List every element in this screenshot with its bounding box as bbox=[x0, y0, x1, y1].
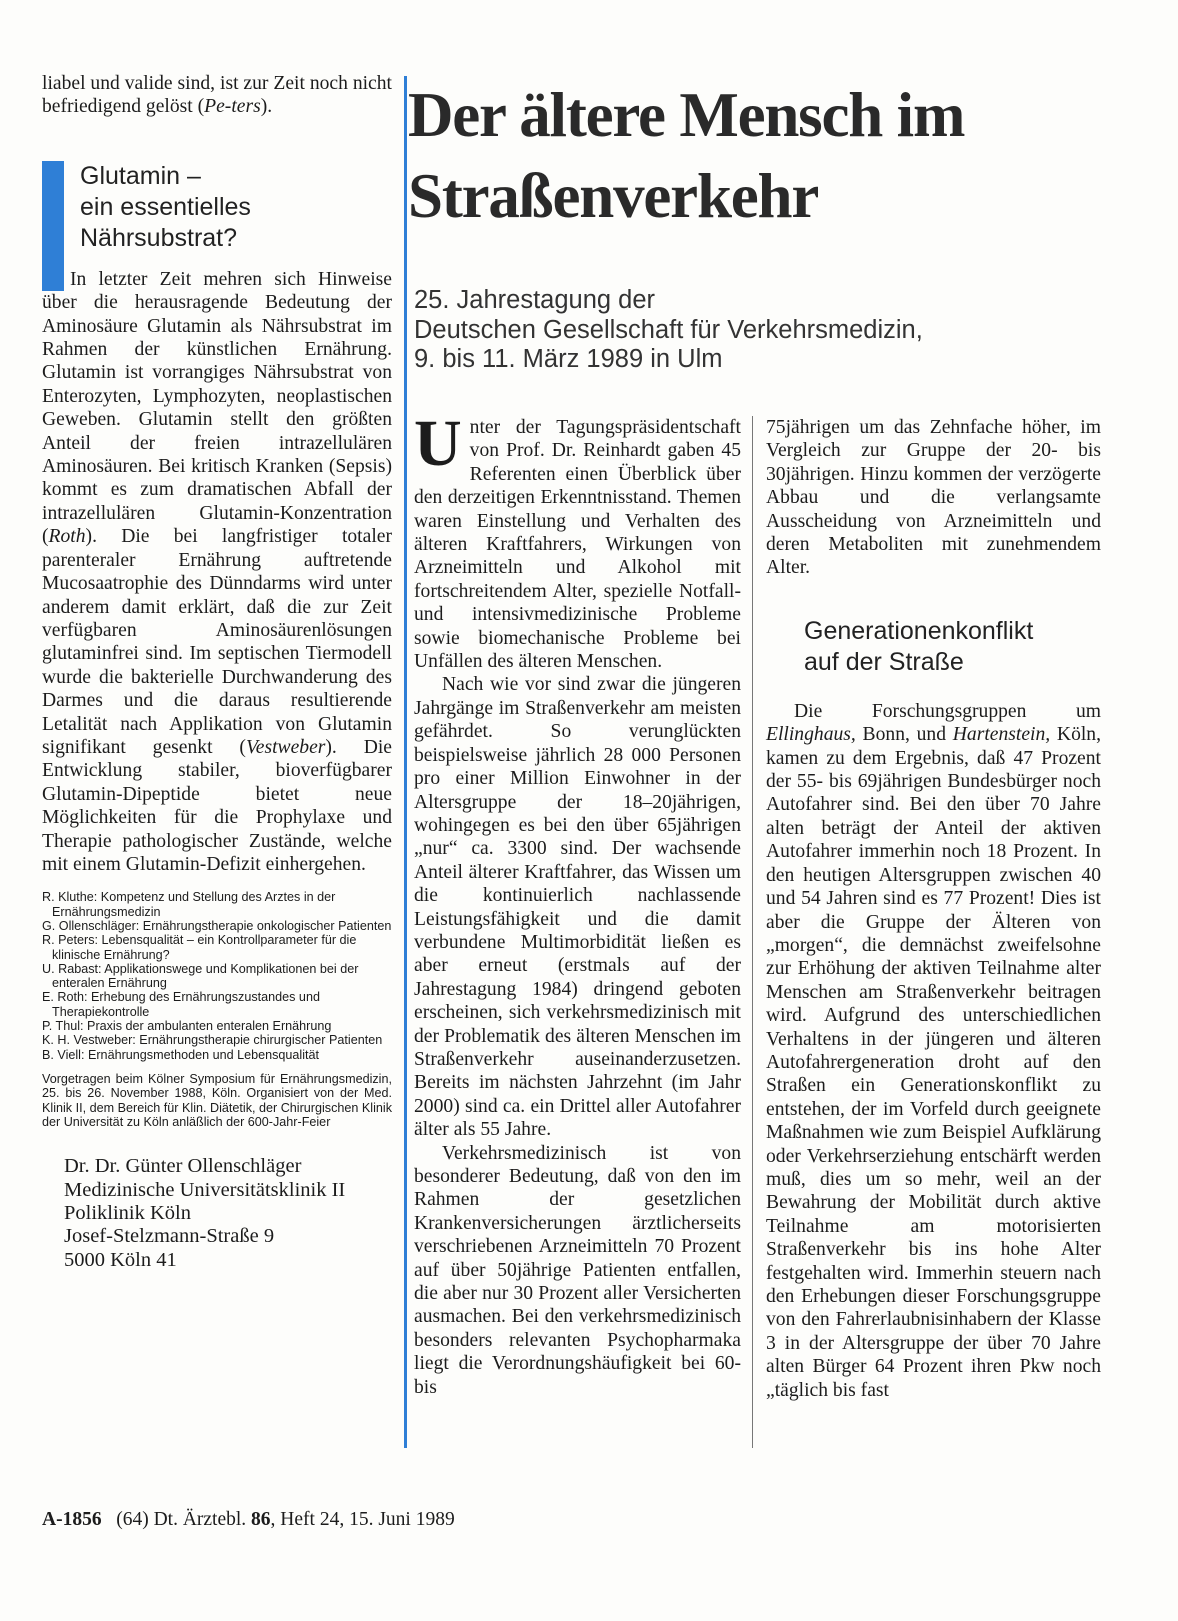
subtitle-line: 9. bis 11. März 1989 in Ulm bbox=[414, 345, 723, 373]
address-line: Dr. Dr. Günter Ollenschläger bbox=[64, 1155, 302, 1178]
author-address bbox=[42, 1155, 392, 1272]
symposium-note: Vorgetragen beim Kölner Symposium für Ernährungsmedizin, 25. bis 26. November 1988, Köln. Organisiert von der Med. Klinik II, dem Bereich für Klin. Diätetik, der Chirurgischen Klinik der Universität zu Köln anläßlich der 600-Jahr-Feier bbox=[42, 1071, 392, 1129]
generationenkonflikt-heading bbox=[804, 616, 1101, 678]
article-subtitle bbox=[414, 286, 1114, 375]
intro-citation: Pe-ters bbox=[204, 96, 261, 118]
citation: Hartenstein, bbox=[952, 724, 1051, 746]
heading-line: Glutamin – bbox=[80, 161, 201, 190]
body-text: ). Die Entwicklung stabiler, bioverfügbarer Glutamin-Dipeptide bietet neue Möglichkeiten für die Prophylaxe und Therapie pathologischer Zustände, welche mit einem Glutamin-Defizit einhergehen. bbox=[42, 736, 392, 875]
article-paragraph bbox=[414, 407, 741, 673]
intro-text: liabel und valide sind, ist zur Zeit noch nicht befriedigend gelöst ( bbox=[42, 73, 392, 118]
middle-column bbox=[414, 407, 741, 1399]
body-text: In letzter Zeit mehren sich Hinweise über die herausragende Bedeutung der Aminosäure Glutamin als Nährsubstrat im Rahmen der künstlichen Ernährung. Glutamin ist vorrangiges Nährsubstrat von Enterozyten, Lymphozyten, neoplastischen Geweben. Glutamin stellt den größten Anteil der freien intrazellulären Aminosäuren. Bei kritisch Kranken (Sepsis) kommt es zum dramatischen Abfall der intrazellulären Glutamin-Konzentration ( bbox=[42, 268, 392, 548]
journal-ref: (64) Dt. Ärztebl. bbox=[116, 1509, 247, 1530]
article-title: Der ältere Mensch im Straßenverkehr bbox=[408, 80, 965, 231]
reference-item: G. Ollenschläger: Ernährungstherapie onkologischer Patienten bbox=[42, 918, 392, 933]
article-paragraph: 75jährigen um das Zehnfache höher, im Vergleich zur Gruppe der 20- bis 30jährigen. Hinzu kommen der verzögerte Abbau und die verlangsamte Ausscheidung von Arzneimitteln und deren Metaboliten mit zunehmendem Alter. bbox=[766, 417, 1101, 579]
page-footer bbox=[42, 1509, 455, 1531]
column-divider-accent bbox=[404, 76, 407, 1448]
subtitle-line: Deutschen Gesellschaft für Verkehrsmedizin, bbox=[414, 315, 923, 344]
left-intro-paragraph bbox=[42, 72, 392, 119]
body-text: ). Die bei langfristiger totaler parenteraler Ernährung auftretende Mucosaatrophie des Dünndarms wird unter anderem damit erklärt, daß die zur Zeit verfügbaren Aminosäurenlösungen glutaminfrei sind. Im septischen Tiermodell wurde die bakterielle Durchwanderung des Darmes und die daraus resultierende Letalität nach Applikation von Glutamin signifikant gesenkt ( bbox=[42, 526, 392, 758]
column-divider bbox=[752, 416, 753, 1448]
section-marker-bar bbox=[42, 161, 64, 291]
intro-text-end: ). bbox=[260, 96, 273, 118]
reference-item: R. Kluthe: Kompetenz und Stellung des Arztes in der Ernährungsmedizin bbox=[42, 890, 336, 919]
article-paragraph: Nach wie vor sind zwar die jüngeren Jahrgänge im Straßenverkehr am meisten gefährdet. So verunglückten beispielsweise jährlich 28 000 Personen pro einer Million Einwohner in der Altersgruppe der 18–20jährigen, wohingegen es bei den über 65jährigen „nur“ ca. 3300 sind. Der wachsende Anteil älterer Kraftfahrer, das Wissen um die kontinuierlich nachlassende Leistungsfähigkeit und die damit verbundene Multimorbidität ließen es aber erneut (erstmals auf der Jahrestagung 1984) dringend geboten erscheinen, sich verkehrsmedizinisch mit der Problematik des älteren Menschen im Straßenverkehr auseinanderzusetzen. Bereits im nächsten Jahrzehnt (im Jahr 2000) sind ca. ein Drittel aller Autofahrer älter als 55 Jahre. bbox=[414, 674, 741, 1141]
reference-item: E. Roth: Erhebung des Ernährungszustandes und Therapiekontrolle bbox=[42, 990, 320, 1019]
article-paragraph: Verkehrsmedizinisch ist von besonderer Bedeutung, daß von den im Rahmen der gesetzlichen Krankenversicherungen ärztlicherseits verschriebenen Arzneimitteln 70 Prozent auf über 50jährige Patienten entfallen, die aber nur 30 Prozent aller Versicherten ausmachen. Bei den verkehrsmedizinisch besonders relevanten Psychopharmaka liegt die Verordnungshäufigkeit bei 60- bis bbox=[414, 1142, 741, 1398]
reference-item: B. Viell: Ernährungsmethoden und Lebensqualität bbox=[42, 1047, 320, 1062]
reference-item: R. Peters: Lebensqualität – ein Kontrollparameter für die klinische Ernährung? bbox=[42, 933, 357, 962]
heading-line: Nährsubstrat? bbox=[80, 223, 238, 252]
address-line: 5000 Köln 41 bbox=[64, 1248, 177, 1271]
address-line: Josef-Stelzmann-Straße 9 bbox=[64, 1225, 275, 1248]
journal-issue: , Heft 24, 15. Juni 1989 bbox=[270, 1509, 455, 1530]
paragraph-text: Die Forschungsgruppen um bbox=[794, 700, 1101, 722]
address-line: Medizinische Universitätsklinik II bbox=[64, 1178, 346, 1201]
reference-list bbox=[42, 890, 392, 1062]
citation: Ellinghaus, bbox=[766, 724, 856, 746]
reference-item: K. H. Vestweber: Ernährungstherapie chirurgischer Patienten bbox=[42, 1033, 383, 1048]
heading-line: ein essentielles bbox=[80, 192, 251, 221]
heading-line: auf der Straße bbox=[804, 647, 964, 676]
heading-line: Generationenkonflikt bbox=[804, 616, 1034, 645]
page-number: A-1856 bbox=[42, 1509, 102, 1530]
subtitle-line: 25. Jahrestagung der bbox=[414, 286, 656, 314]
citation: Roth bbox=[48, 526, 86, 548]
paragraph-text: Bonn, und bbox=[855, 724, 953, 746]
citation: Vestweber bbox=[245, 736, 326, 758]
glutamin-section-heading-block bbox=[42, 161, 392, 254]
right-column bbox=[766, 416, 1101, 1402]
paragraph-text: nter der Tagungspräsidentschaft von Prof. Dr. Reinhardt gaben 45 Referenten einen Überblick über den derzeitigen Erkenntnisstand. Themen waren Einstellung und Verhalten des älteren Kraftfahrers, Wirkungen von Arzneimitteln und Alkohol mit fortschreitendem Alter, spezielle Notfall- und intensivmedizinische Probleme sowie biomechanische Probleme bei Unfällen des älteren Menschen. bbox=[414, 417, 741, 673]
journal-volume: 86 bbox=[251, 1509, 271, 1530]
reference-item: U. Rabast: Applikationswege und Komplikationen bei der enteralen Ernährung bbox=[42, 961, 359, 991]
address-line: Poliklinik Köln bbox=[64, 1201, 192, 1224]
drop-cap: U bbox=[414, 407, 462, 480]
left-column bbox=[42, 72, 392, 1272]
glutamin-section-heading bbox=[80, 161, 392, 254]
article-paragraph bbox=[766, 700, 1101, 1402]
reference-item: P. Thul: Praxis der ambulanten enteralen Ernährung bbox=[42, 1019, 332, 1034]
paragraph-text: Köln, kamen zu dem Ergebnis, daß 47 Prozent der 55- bis 69jährigen Bundesbürger noch Autofahrer sind. Bei den über 70 Jahre alten beträgt der Anteil der aktiven Autofahrer immerhin noch 18 Prozent. In den heutigen Altersgruppen zwischen 40 und 54 Jahren sind es 77 Prozent! Dies ist aber die Gruppe der Älteren von „morgen“, die demnächst zweifelsohne zur Erhöhung der aktiven Teilnahme alter Menschen am Straßenverkehr beitragen wird. Aufgrund des unterschiedlichen Verhaltens in der jüngeren und älteren Autofahrergeneration droht auf den Straßen ein Generationskonflikt zu entstehen, der im Vorfeld durch geeignete Maßnahmen wie zum Beispiel Aufklärung oder Verkehrserziehung entschärft werden muß, dies um so mehr, weil an der Bewahrung der Mobilität durch aktive Teilnahme am motorisierten Straßenverkehr bis ins hohe Alter festgehalten wird. Immerhin steuern nach den Erhebungen dieser Forschungsgruppe von den Fahrerlaubnisinhabern der Klasse 3 in der Altersgruppe der über 70 Jahre alten Bürger 64 Prozent ihren Pkw noch „täglich bis fast bbox=[766, 724, 1102, 1401]
glutamin-section-body bbox=[42, 268, 392, 877]
